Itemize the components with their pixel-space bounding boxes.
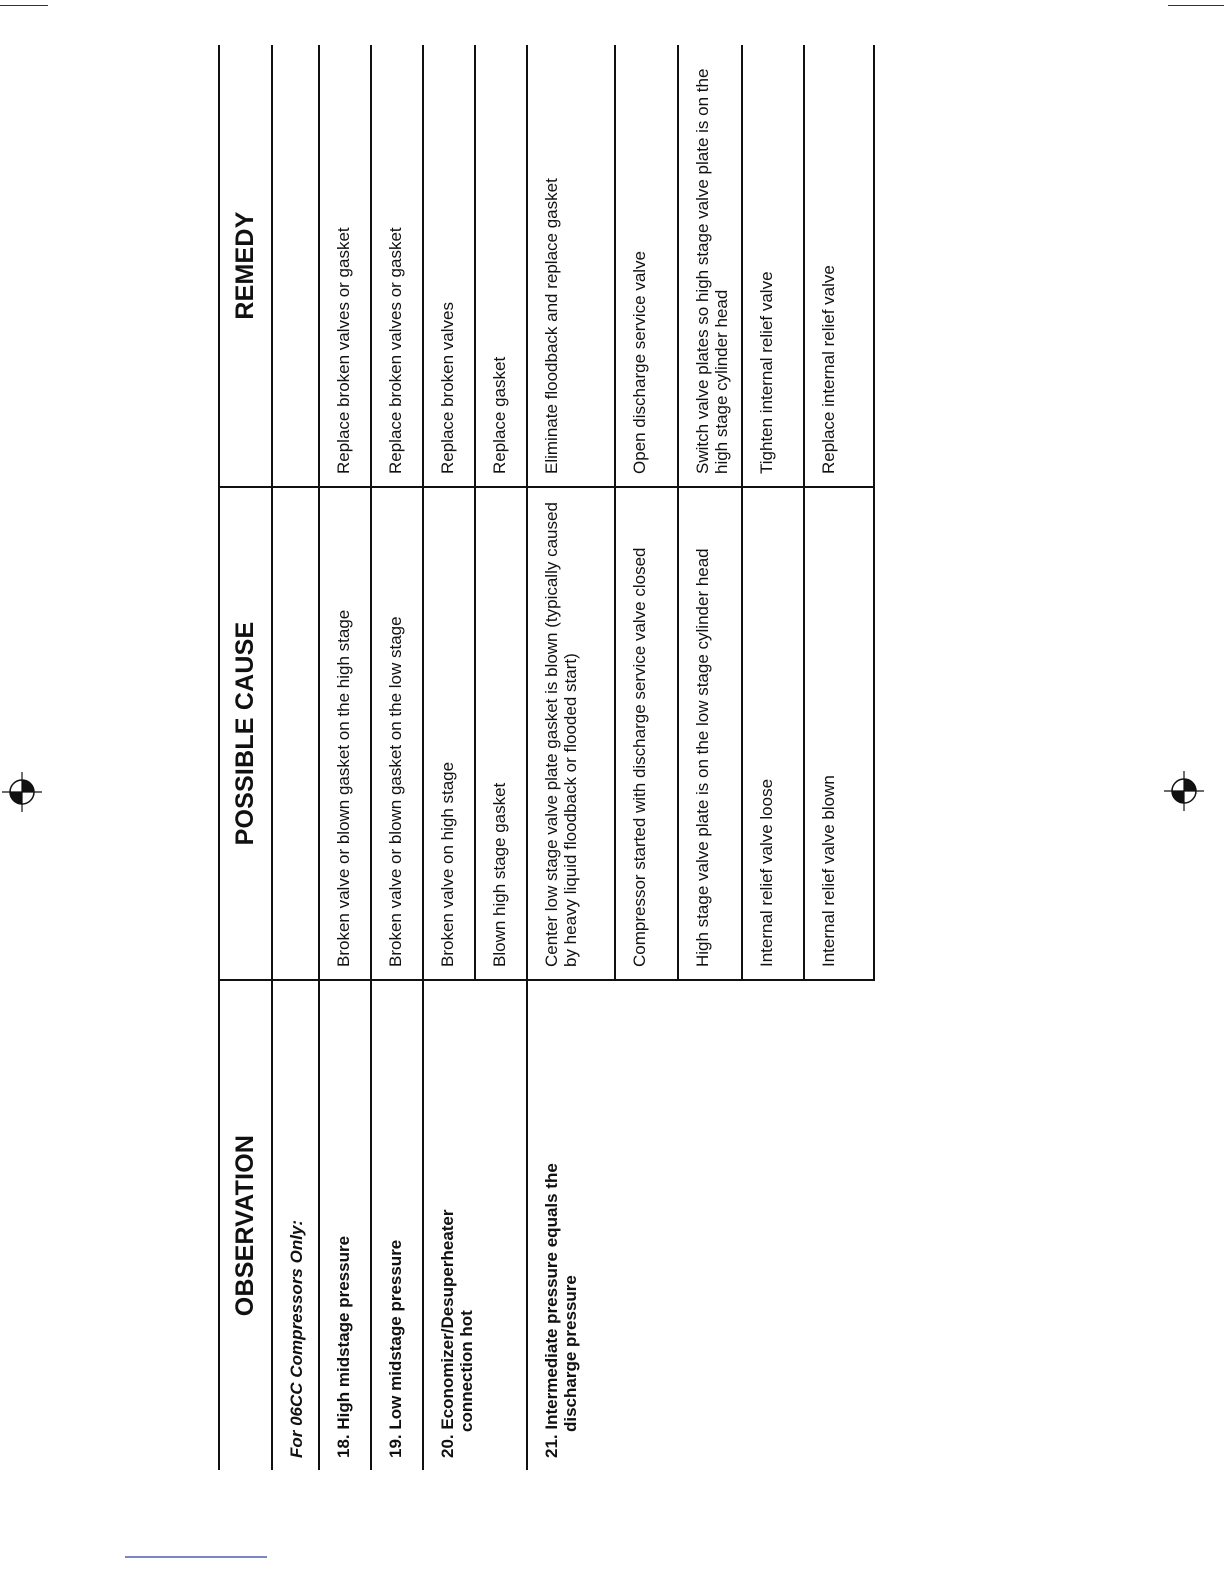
header-remedy: REMEDY xyxy=(219,45,272,487)
observation-text-line2: connection hot xyxy=(457,1310,476,1432)
cause-cell: Internal relief valve loose xyxy=(742,487,804,980)
cause-cell: Blown high stage gasket xyxy=(475,487,527,980)
observation-number: 20. xyxy=(438,1434,457,1458)
remedy-cell: Replace broken valves or gasket xyxy=(371,45,423,487)
observation-number: 19. xyxy=(386,1434,405,1458)
remedy-cell: Replace gasket xyxy=(475,45,527,487)
observation-text-line2: discharge pressure xyxy=(561,1275,580,1432)
table-row xyxy=(319,45,371,1470)
observation-text: Low midstage pressure xyxy=(386,1239,405,1430)
remedy-cell: Open discharge service valve xyxy=(615,45,678,487)
observation-cell xyxy=(371,980,423,1470)
remedy-cell: Replace broken valves xyxy=(423,45,475,487)
registration-mark-icon xyxy=(2,772,42,812)
cause-cell: Broken valve on high stage xyxy=(423,487,475,980)
observation-text: Economizer/Desuperheater xyxy=(438,1209,457,1430)
note-row xyxy=(272,45,319,1470)
remedy-cell: Replace internal relief valve xyxy=(804,45,874,487)
header-possible-cause: POSSIBLE CAUSE xyxy=(219,487,272,980)
observation-text: High midstage pressure xyxy=(334,1235,353,1430)
table-row xyxy=(371,45,423,1470)
header-row xyxy=(219,45,272,1470)
remedy-cell: Switch valve plates so high stage valve plate is on the high stage cylinder head xyxy=(678,45,742,487)
cause-cell: Broken valve or blown gasket on the high stage xyxy=(319,487,371,980)
note-text: For 06CC Compressors Only: xyxy=(272,980,319,1470)
remedy-cell: Replace broken valves or gasket xyxy=(319,45,371,487)
remedy-cell: Eliminate floodback and replace gasket xyxy=(527,45,615,487)
cause-cell: Broken valve or blown gasket on the low stage xyxy=(371,487,423,980)
observation-number: 21. xyxy=(542,1434,561,1458)
rotated-table-wrapper xyxy=(218,45,876,1470)
note-cause-empty xyxy=(272,487,319,980)
cause-cell: Internal relief valve blown xyxy=(804,487,874,980)
remedy-cell: Tighten internal relief valve xyxy=(742,45,804,487)
observation-number: 18. xyxy=(334,1434,353,1458)
table-row xyxy=(423,45,475,1470)
cause-cell: High stage valve plate is on the low stage cylinder head xyxy=(678,487,742,980)
cause-cell: Center low stage valve plate gasket is blown (typically caused by heavy liquid floodback or flooded start) xyxy=(527,487,615,980)
table-row xyxy=(527,45,615,1470)
registration-mark-icon xyxy=(1164,771,1204,811)
troubleshooting-table xyxy=(218,45,875,1470)
observation-text: Intermediate pressure equals the xyxy=(542,1163,561,1430)
crop-mark-top-left xyxy=(0,5,48,6)
observation-cell xyxy=(527,980,874,1470)
header-observation: OBSERVATION xyxy=(219,980,272,1470)
troubleshooting-sheet xyxy=(218,45,876,1470)
cause-cell: Compressor started with discharge service valve closed xyxy=(615,487,678,980)
crop-mark-top-right xyxy=(1168,5,1224,6)
observation-cell xyxy=(423,980,527,1470)
note-remedy-empty xyxy=(272,45,319,487)
observation-cell xyxy=(319,980,371,1470)
crop-mark-bottom-left xyxy=(125,1556,267,1558)
